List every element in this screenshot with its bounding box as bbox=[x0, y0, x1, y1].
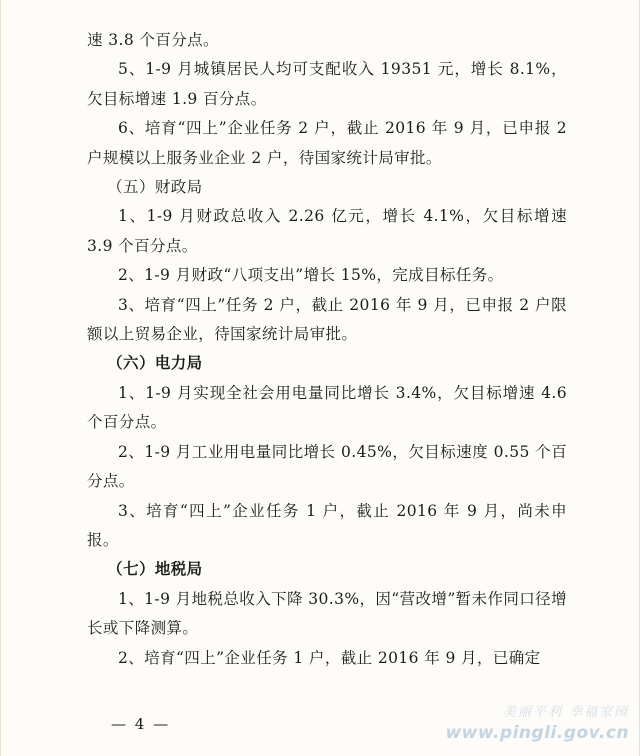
body-line-continuation: 速 3.8 个百分点。 bbox=[87, 31, 219, 49]
site-watermark bbox=[429, 704, 629, 744]
body-paragraph: 1、1-9 月地税总收入下降 30.3%，因“营改增”暂未作同口径增长或下降测算。 bbox=[87, 589, 567, 638]
body-paragraph: 3、培育“四上”企业任务 1 户，截止 2016 年 9 月，尚未申报。 bbox=[87, 501, 567, 549]
body-paragraph: 2、培育“四上”企业任务 1 户，截止 2016 年 9 月，已确定 bbox=[118, 648, 541, 667]
document-body bbox=[87, 26, 567, 673]
body-paragraph: 1、1-9 月实现全社会用电量同比增长 3.4%，欠目标增速 4.6 个百分点。 bbox=[87, 383, 567, 432]
page-number: — 4 — bbox=[111, 715, 171, 733]
body-paragraph: 3、培育“四上”任务 2 户，截止 2016 年 9 月，已申报 2 户限额以上贸易企业，待国家统计局审批。 bbox=[87, 295, 567, 344]
body-paragraph: 1、1-9 月财政总收入 2.26 亿元，增长 4.1%，欠目标增速 3.9 个百分点。 bbox=[87, 207, 567, 255]
section-heading-power: （六）电力局 bbox=[107, 354, 203, 373]
section-heading-local-tax: （七）地税局 bbox=[107, 560, 203, 579]
body-paragraph: 5、1-9 月城镇居民人均可支配收入 19351 元，增长 8.1%，欠目标增速 1.9 百分点。 bbox=[87, 60, 567, 108]
body-paragraph: 2、1-9 月工业用电量同比增长 0.45%，欠目标速度 0.55 个百分点。 bbox=[87, 442, 567, 491]
watermark-url: www.pingli.gov.cn bbox=[445, 723, 629, 743]
body-paragraph: 2、1-9 月财政“八项支出”增长 15%，完成目标任务。 bbox=[118, 266, 504, 285]
body-paragraph: 6、培育“四上”企业任务 2 户，截止 2016 年 9 月，已申报 2 户规模以上服务业企业 2 户，待国家统计局审批。 bbox=[87, 119, 567, 167]
watermark-slogan: 美丽平利 幸福家园 bbox=[502, 705, 629, 720]
section-heading-finance: （五）财政局 bbox=[107, 178, 203, 197]
